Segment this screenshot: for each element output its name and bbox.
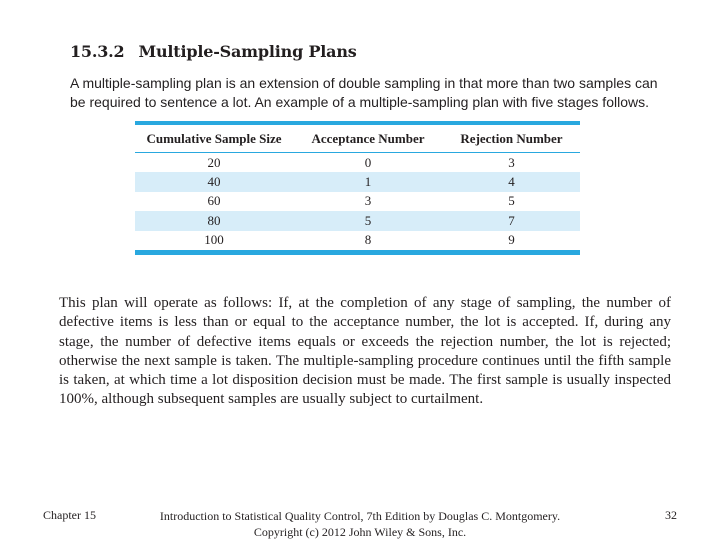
table-cell: 5 [293,211,443,230]
table-cell: 4 [443,172,580,191]
table-row [135,231,580,250]
table-cell: 100 [204,232,224,248]
table-cell: 3 [364,193,372,209]
table-cell: 7 [443,211,580,230]
section-heading [70,42,357,61]
footer-page-number: 32 [665,508,677,522]
table-bottom-rule [135,250,580,255]
header-rejection-number: Rejection Number [443,125,580,153]
table-row [135,172,580,191]
table-cell: 8 [364,232,372,248]
section-title: Multiple-Sampling Plans [138,42,357,61]
table-cell: 9 [508,232,515,248]
footer-source-line2: Copyright (c) 2012 John Wiley & Sons, Inc. [253,525,467,539]
table-cell: 3 [508,154,515,170]
table-cell: 80 [135,211,293,230]
header-cumulative-sample-size: Cumulative Sample Size [135,125,293,153]
section-number: 15.3.2 [70,42,125,61]
header-acceptance-number: Acceptance Number [293,125,443,153]
body-paragraph: This plan will operate as follows: If, at the completion of any stage of sampling, the number of defective items is less than or equal to the acceptance number, the lot is accepted. If, during any stage, the number of defective items equals or exceeds the rejection number, the lot is rejected; otherwise the next sample is taken. The multiple-sampling procedure continues until the fifth sample is taken, at which time a lot disposition decision must be made. The first sample is usually inspected 100%, although subsequent samples are usually subject to curtailment. [59,295,671,408]
intro-paragraph: A multiple-sampling plan is an extension of double sampling in that more than two samples can be required to sentence a lot. An example of a multiple-sampling plan with five stages follows. [70,75,658,110]
table-row [135,192,580,211]
table-cell: 1 [293,172,443,191]
table-header-row [135,125,580,153]
table-cell: 5 [508,193,515,209]
footer-source-line1: Introduction to Statistical Quality Control, 7th Edition by Douglas C. Montgomery. [159,509,561,523]
footer-chapter: Chapter 15 [43,508,96,522]
table-cell: 60 [207,193,221,209]
table-row [135,211,580,230]
footer-source [140,508,580,540]
sampling-plan-table [135,121,580,255]
table-row [135,153,580,173]
table-cell: 0 [364,154,372,170]
table-cell: 20 [207,154,221,170]
table-cell: 40 [135,172,293,191]
